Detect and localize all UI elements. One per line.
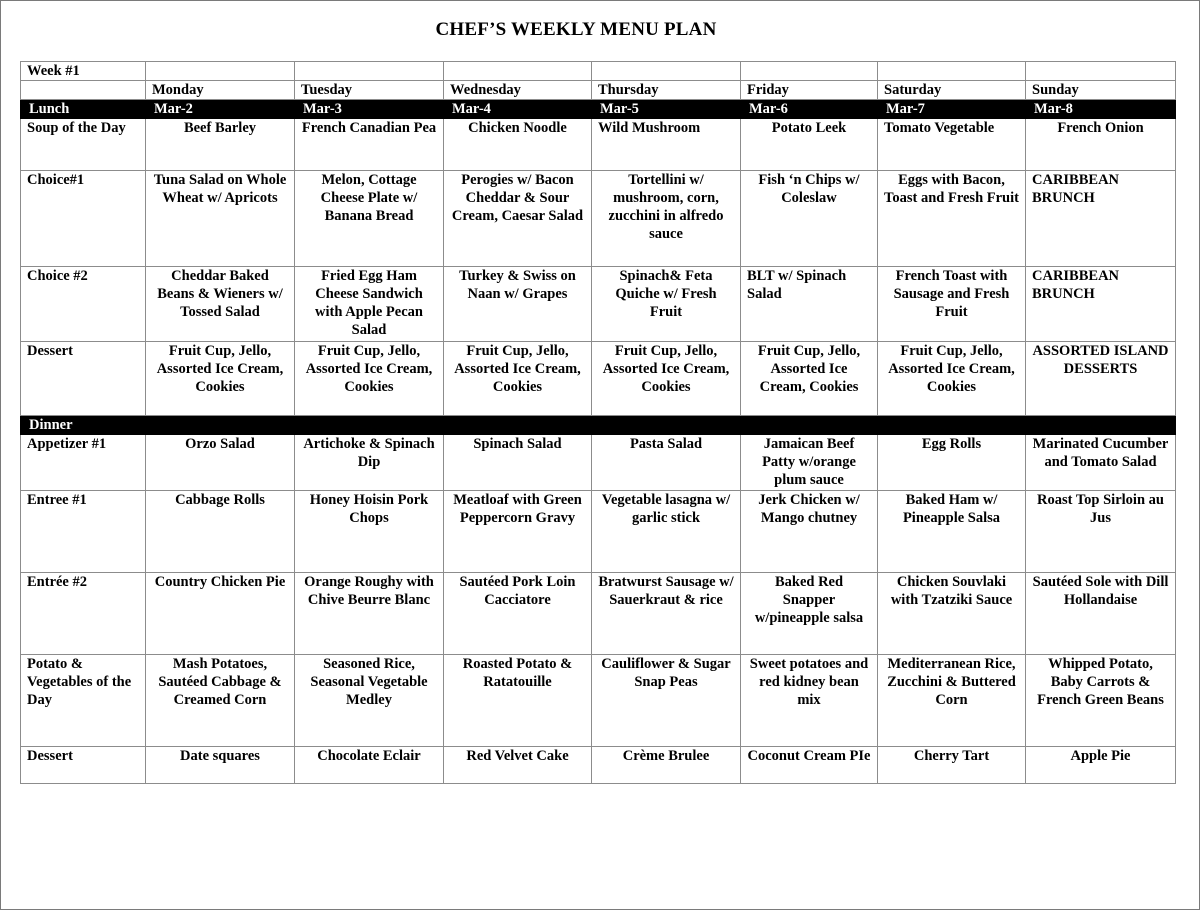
menu-cell: Crème Brulee — [592, 747, 741, 784]
menu-cell: Cherry Tart — [878, 747, 1026, 784]
day-header: Tuesday — [295, 81, 444, 100]
menu-cell: Jerk Chicken w/ Mango chutney — [741, 491, 878, 573]
menu-cell: Baked Red Snapper w/pineapple salsa — [741, 573, 878, 655]
menu-cell: Chocolate Eclair — [295, 747, 444, 784]
menu-cell: Pasta Salad — [592, 435, 741, 491]
menu-cell: Seasoned Rice, Seasonal Vegetable Medley — [295, 655, 444, 747]
menu-cell: Fruit Cup, Jello, Assorted Ice Cream, Cookies — [592, 342, 741, 416]
row-label: Choice#1 — [21, 171, 146, 267]
menu-cell: Artichoke & Spinach Dip — [295, 435, 444, 491]
menu-cell: Fruit Cup, Jello, Assorted Ice Cream, Cookies — [295, 342, 444, 416]
menu-cell: French Canadian Pea — [295, 119, 444, 171]
day-header: Friday — [741, 81, 878, 100]
menu-cell: Orange Roughy with Chive Beurre Blanc — [295, 573, 444, 655]
dinner-row-entree1 — [21, 491, 1176, 573]
menu-cell: Orzo Salad — [146, 435, 295, 491]
menu-cell: Jamaican Beef Patty w/orange plum sauce — [741, 435, 878, 491]
menu-cell: Tuna Salad on Whole Wheat w/ Apricots — [146, 171, 295, 267]
menu-cell: Tortellini w/ mushroom, corn, zucchini in alfredo sauce — [592, 171, 741, 267]
lunch-date: Mar-4 — [444, 100, 592, 119]
lunch-row-dessert — [21, 342, 1176, 416]
menu-cell: Mediterranean Rice, Zucchini & Buttered Corn — [878, 655, 1026, 747]
menu-cell: Honey Hoisin Pork Chops — [295, 491, 444, 573]
menu-table — [20, 61, 1176, 784]
row-label: Dessert — [21, 342, 146, 416]
row-label: Dessert — [21, 747, 146, 784]
menu-cell: Eggs with Bacon, Toast and Fresh Fruit — [878, 171, 1026, 267]
dinner-row-appetizer — [21, 435, 1176, 491]
week-row — [21, 62, 1176, 81]
lunch-row-choice1 — [21, 171, 1176, 267]
dinner-row-entree2 — [21, 573, 1176, 655]
menu-cell: Roasted Potato & Ratatouille — [444, 655, 592, 747]
row-label: Soup of the Day — [21, 119, 146, 171]
menu-cell: Red Velvet Cake — [444, 747, 592, 784]
menu-cell: Apple Pie — [1026, 747, 1176, 784]
lunch-date: Mar-8 — [1026, 100, 1176, 119]
dinner-header-row — [21, 416, 1176, 435]
menu-cell: Perogies w/ Bacon Cheddar & Sour Cream, Caesar Salad — [444, 171, 592, 267]
menu-cell: French Toast with Sausage and Fresh Fruit — [878, 267, 1026, 342]
day-header: Monday — [146, 81, 295, 100]
menu-cell: Bratwurst Sausage w/ Sauerkraut & rice — [592, 573, 741, 655]
day-header: Saturday — [878, 81, 1026, 100]
menu-cell: Fish ‘n Chips w/ Coleslaw — [741, 171, 878, 267]
menu-cell: Sautéed Sole with Dill Hollandaise — [1026, 573, 1176, 655]
menu-cell: Whipped Potato, Baby Carrots & French Green Beans — [1026, 655, 1176, 747]
menu-cell: Turkey & Swiss on Naan w/ Grapes — [444, 267, 592, 342]
menu-cell: Meatloaf with Green Peppercorn Gravy — [444, 491, 592, 573]
menu-cell: Cheddar Baked Beans & Wieners w/ Tossed Salad — [146, 267, 295, 342]
menu-cell: Baked Ham w/ Pineapple Salsa — [878, 491, 1026, 573]
menu-cell: Chicken Souvlaki with Tzatziki Sauce — [878, 573, 1026, 655]
menu-cell: Roast Top Sirloin au Jus — [1026, 491, 1176, 573]
menu-cell: French Onion — [1026, 119, 1176, 171]
menu-cell: Spinach& Feta Quiche w/ Fresh Fruit — [592, 267, 741, 342]
lunch-row-choice2 — [21, 267, 1176, 342]
menu-cell: Country Chicken Pie — [146, 573, 295, 655]
menu-cell: Fruit Cup, Jello, Assorted Ice Cream, Cookies — [741, 342, 878, 416]
menu-cell: Spinach Salad — [444, 435, 592, 491]
row-label: Entree #1 — [21, 491, 146, 573]
row-label: Potato & Vegetables of the Day — [21, 655, 146, 747]
lunch-row-soup — [21, 119, 1176, 171]
lunch-date: Mar-7 — [878, 100, 1026, 119]
lunch-date: Mar-6 — [741, 100, 878, 119]
menu-cell: Fruit Cup, Jello, Assorted Ice Cream, Cookies — [444, 342, 592, 416]
lunch-date: Mar-3 — [295, 100, 444, 119]
lunch-label: Lunch — [21, 100, 146, 119]
menu-cell: Cauliflower & Sugar Snap Peas — [592, 655, 741, 747]
menu-cell: Beef Barley — [146, 119, 295, 171]
menu-cell: Sweet potatoes and red kidney bean mix — [741, 655, 878, 747]
menu-cell: Sautéed Pork Loin Cacciatore — [444, 573, 592, 655]
day-header-row — [21, 81, 1176, 100]
menu-cell: Wild Mushroom — [592, 119, 741, 171]
week-label: Week #1 — [21, 62, 146, 81]
menu-cell: Egg Rolls — [878, 435, 1026, 491]
lunch-date: Mar-5 — [592, 100, 741, 119]
page-title: CHEF’S WEEKLY MENU PLAN — [435, 19, 717, 40]
menu-cell: Potato Leek — [741, 119, 878, 171]
menu-cell: Cabbage Rolls — [146, 491, 295, 573]
row-label: Entrée #2 — [21, 573, 146, 655]
menu-cell: Mash Potatoes, Sautéed Cabbage & Creamed Corn — [146, 655, 295, 747]
day-header: Sunday — [1026, 81, 1176, 100]
menu-cell: CARIBBEAN BRUNCH — [1026, 267, 1176, 342]
menu-cell: Chicken Noodle — [444, 119, 592, 171]
menu-cell: CARIBBEAN BRUNCH — [1026, 171, 1176, 267]
row-label: Appetizer #1 — [21, 435, 146, 491]
menu-cell: Fruit Cup, Jello, Assorted Ice Cream, Cookies — [878, 342, 1026, 416]
lunch-header-row — [21, 100, 1176, 119]
day-header: Thursday — [592, 81, 741, 100]
menu-cell: Coconut Cream PIe — [741, 747, 878, 784]
dinner-row-dessert — [21, 747, 1176, 784]
day-header: Wednesday — [444, 81, 592, 100]
menu-cell: Tomato Vegetable — [878, 119, 1026, 171]
menu-cell: Melon, Cottage Cheese Plate w/ Banana Bread — [295, 171, 444, 267]
menu-cell: Date squares — [146, 747, 295, 784]
menu-cell: Fried Egg Ham Cheese Sandwich with Apple Pecan Salad — [295, 267, 444, 342]
menu-cell: ASSORTED ISLAND DESSERTS — [1026, 342, 1176, 416]
dinner-label: Dinner — [21, 416, 146, 435]
lunch-date: Mar-2 — [146, 100, 295, 119]
menu-cell: Marinated Cucumber and Tomato Salad — [1026, 435, 1176, 491]
menu-cell: Vegetable lasagna w/ garlic stick — [592, 491, 741, 573]
menu-cell: BLT w/ Spinach Salad — [741, 267, 878, 342]
dinner-row-potato-veg — [21, 655, 1176, 747]
row-label: Choice #2 — [21, 267, 146, 342]
menu-cell: Fruit Cup, Jello, Assorted Ice Cream, Cookies — [146, 342, 295, 416]
